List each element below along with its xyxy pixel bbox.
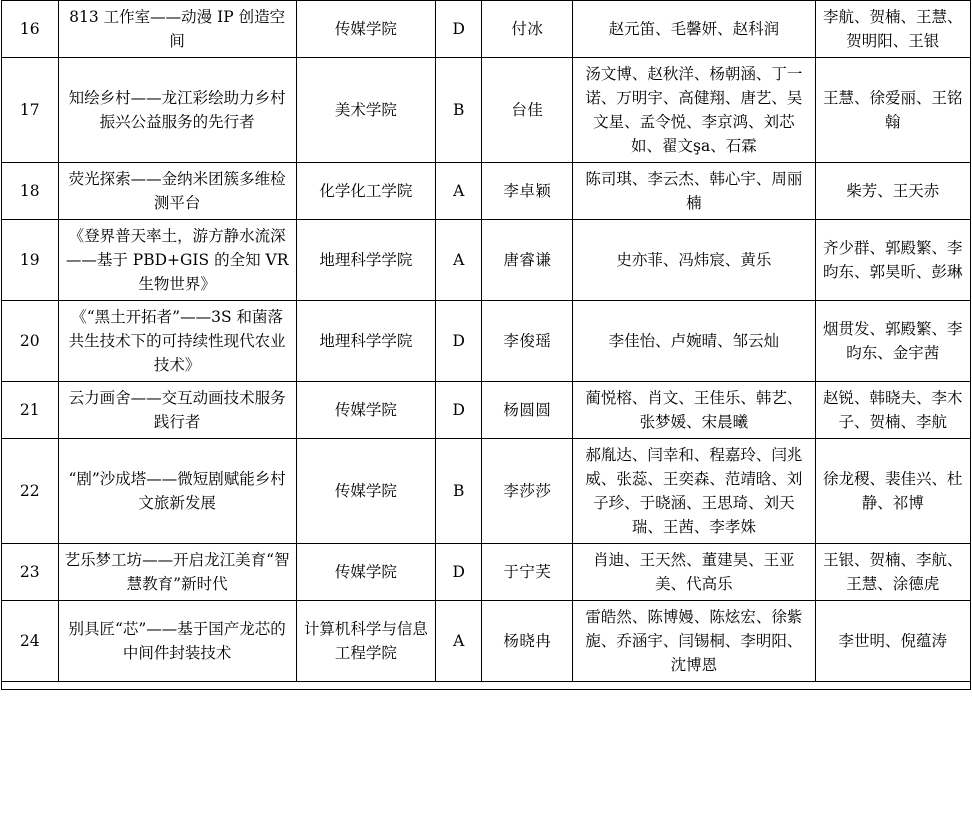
table-row — [2, 544, 971, 601]
row-index: 24 — [2, 601, 59, 682]
row-index: 17 — [2, 58, 59, 163]
row-tutors: 徐龙稷、裴佳兴、杜静、祁博 — [815, 439, 970, 544]
row-project-type: A — [436, 163, 482, 220]
row-college: 地理科学学院 — [296, 301, 435, 382]
table-row — [2, 439, 971, 544]
row-leader: 李卓颖 — [482, 163, 573, 220]
row-project-title: 知绘乡村——龙江彩绘助力乡村振兴公益服务的先行者 — [58, 58, 296, 163]
row-college: 计算机科学与信息工程学院 — [296, 601, 435, 682]
row-index: 18 — [2, 163, 59, 220]
row-college: 美术学院 — [296, 58, 435, 163]
row-project-type: B — [436, 58, 482, 163]
table-row — [2, 58, 971, 163]
row-project-title: “剧”沙成塔——微短剧赋能乡村文旅新发展 — [58, 439, 296, 544]
row-tutors: 王慧、徐爱丽、王铭翰 — [815, 58, 970, 163]
row-members: 蔺悦榕、肖文、王佳乐、韩艺、张梦媛、宋晨曦 — [573, 382, 815, 439]
row-leader: 台佳 — [482, 58, 573, 163]
row-college: 化学化工学院 — [296, 163, 435, 220]
row-college: 传媒学院 — [296, 382, 435, 439]
row-leader: 付冰 — [482, 1, 573, 58]
table-row — [2, 601, 971, 682]
row-members: 肖迪、王天然、董建昊、王亚美、代高乐 — [573, 544, 815, 601]
row-tutors: 李航、贺楠、王慧、贺明阳、王银 — [815, 1, 970, 58]
table-row — [2, 301, 971, 382]
row-project-title: 《“黑土开拓者”——3S 和菌落共生技术下的可持续性现代农业技术》 — [58, 301, 296, 382]
row-members: 汤文博、赵秋洋、杨朝涵、丁一诺、万明宇、高健翔、唐艺、吴文星、孟令悦、李京鸿、刘芯如、翟文şa、石霖 — [573, 58, 815, 163]
table-row — [2, 220, 971, 301]
row-project-type: A — [436, 601, 482, 682]
table-row — [2, 1, 971, 58]
row-leader: 于宁芺 — [482, 544, 573, 601]
table-row — [2, 382, 971, 439]
row-leader: 唐睿谦 — [482, 220, 573, 301]
row-project-type: A — [436, 220, 482, 301]
row-leader: 李俊瑶 — [482, 301, 573, 382]
row-index: 16 — [2, 1, 59, 58]
row-college: 传媒学院 — [296, 544, 435, 601]
row-project-title: 813 工作室——动漫 IP 创造空间 — [58, 1, 296, 58]
row-tutors: 柴芳、王天赤 — [815, 163, 970, 220]
row-college: 传媒学院 — [296, 1, 435, 58]
table-bottom-edge — [1, 682, 971, 690]
row-index: 23 — [2, 544, 59, 601]
row-project-type: D — [436, 1, 482, 58]
row-tutors: 赵锐、韩晓夫、李木子、贺楠、李航 — [815, 382, 970, 439]
row-project-title: 荧光探索——金纳米团簇多维检测平台 — [58, 163, 296, 220]
row-index: 19 — [2, 220, 59, 301]
row-tutors: 烟贯发、郭殿繁、李昀东、金宇茜 — [815, 301, 970, 382]
row-tutors: 李世明、倪蕴涛 — [815, 601, 970, 682]
row-members: 陈司琪、李云杰、韩心宇、周丽楠 — [573, 163, 815, 220]
row-project-type: B — [436, 439, 482, 544]
row-project-title: 别具匠“芯”——基于国产龙芯的中间件封装技术 — [58, 601, 296, 682]
table-row — [2, 163, 971, 220]
row-members: 郝胤达、闫幸和、程嘉玲、闫兆威、张蕊、王奕森、范靖晗、刘子珍、于晓涵、王思琦、刘天瑞、王茜、李孝姝 — [573, 439, 815, 544]
row-index: 20 — [2, 301, 59, 382]
row-project-title: 艺乐梦工坊——开启龙江美育“智慧教育”新时代 — [58, 544, 296, 601]
row-members: 赵元笛、毛馨妍、赵科润 — [573, 1, 815, 58]
row-project-title: 《登界普天率土，游方静水流深——基于 PBD+GIS 的全知 VR 生物世界》 — [58, 220, 296, 301]
row-members: 史亦菲、冯炜宸、黄乐 — [573, 220, 815, 301]
row-project-title: 云力画舍——交互动画技术服务践行者 — [58, 382, 296, 439]
row-leader: 杨晓冉 — [482, 601, 573, 682]
row-index: 21 — [2, 382, 59, 439]
row-index: 22 — [2, 439, 59, 544]
row-project-type: D — [436, 382, 482, 439]
row-leader: 李莎莎 — [482, 439, 573, 544]
row-tutors: 王银、贺楠、李航、王慧、涂德虎 — [815, 544, 970, 601]
row-tutors: 齐少群、郭殿繁、李昀东、郭昊昕、彭琳 — [815, 220, 970, 301]
row-college: 传媒学院 — [296, 439, 435, 544]
row-leader: 杨圆圆 — [482, 382, 573, 439]
row-project-type: D — [436, 301, 482, 382]
row-project-type: D — [436, 544, 482, 601]
row-members: 李佳怡、卢婉晴、邹云灿 — [573, 301, 815, 382]
projects-table — [1, 0, 971, 682]
row-college: 地理科学学院 — [296, 220, 435, 301]
row-members: 雷皓然、陈博嫚、陈炫宏、徐紫旎、乔涵宇、闫锡桐、李明阳、沈博恩 — [573, 601, 815, 682]
